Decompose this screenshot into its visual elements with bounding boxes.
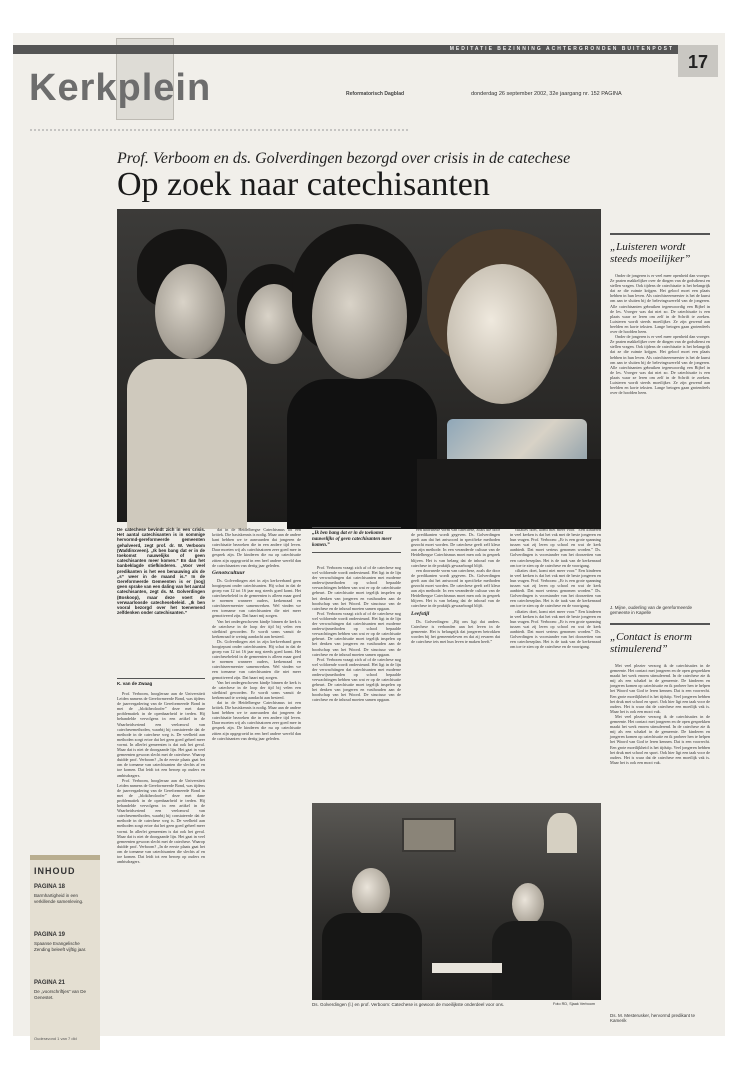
pull-quote: „Ik ben bang dat er in de toekomst nauwelijks of geen catechisanten meer komen.” bbox=[312, 531, 392, 548]
paragraph: Prof. Verboom vraagt zich af of de catechese nog wel voldoende wordt ondersteund. Het ligt in de lijn der verwachtingen dat catechisanten met moderne onderwijsmethoden op school bepaalde verwachtingen hebben van wat er op de catechisatie gebeurt. De catechisatie moet tegelijk inspelen op het denken van jongeren en vasthouden aan de boodschap van het Woord. De structuur van de catechese en de inhoud moeten samen opgaan. bbox=[312, 656, 401, 703]
paragraph: Van het ondergeschoven kindje binnen de kerk is de catechese in de loop der tijd bij velen een stiefkind geworden. Er wordt soms vanuit de kerkenraad te weinig aandacht aan besteed. bbox=[212, 679, 301, 700]
interview-photo bbox=[312, 803, 601, 1000]
photo-figure-face bbox=[352, 868, 390, 916]
paragraph: Met veel plezier verzorg ik de catechisaties in de gemeente. Het contact met jongeren en de open gesprekken maakt het werk enorm stimulerend. In de catechese zie ik mij als een schakel in de gemeente. De kinderen en jongeren komen op catechisatie en ik probeer hen te helpen het Woord van God te leren kennen. Dat is een voorrecht. Een grote moeilijkheid is het tijdstip. Veel jongeren hebben het druk met school en sport. Ook hier ligt een taak voor de ouders. Het is waar dat de catechese een moeilijk vak is. Maar het is ook een mooi vak. bbox=[610, 713, 710, 765]
sidebar-text bbox=[610, 663, 710, 1008]
contents-page[interactable]: PAGINA 18 bbox=[34, 884, 66, 890]
paragraph: Prof. Verboom, hoogleraar aan de Universiteit Leiden namens de Gereformeerde Bond, was tijdens de jaarvergadering van de Gereformeerde Bond in mei de „bloktheoloofer” deze met dane problematiek in de openbaarheid te treden. Hij behandelde vervolgens in een artikel in de Waarheidsvriend een veelomval van catechesemethoden, waarbij hij constateerde dat de methode in de catechese weg is. De veelheid aan methoden zorgt ertoe dat het geen goed geheel meer vormt. In allerlei gemeenten is dat ook het geval. Maar dat is niet de doorgaande lijn. Het gaat in veel gemeenten gewoon slecht met de catechese. Waarop duidde prof. Verboom? „In de eerste plaats gaat het om de toename van catechisanten die slechts af en toe komen. Dat leidt tot een beroep op ouders en ambtsdragers. bbox=[117, 691, 205, 778]
main-photo bbox=[117, 209, 601, 522]
paragraph: ciliaties doet, komt niet meer voor.” Een kinderen in veel kerken is dat het vak met de beste jongeren en hun vragen. Prof. Verboom: „Er is een grote spanning tussen wat zij leren op school en wat de kerk aanbiedt. Dat moet serieus genomen worden.” Ds. Golverdingen is voorstander van het doorzetten van een catecheseplan. Het is de taak van de kerkenraad om toe te zien op de catechese en de voortgang. bbox=[510, 608, 601, 650]
article-lead: De catechese bevindt zich in een crisis. Het aantal catechisanten is in sommige hervormd-gereformeerde gemeenten gehalveerd, zegt prof. dr. W. Verboom (Waddinxveen). „Ik ben bang dat er in de toekomst nauwelijks of geen catechisanten meer komen.” En dan het banbeklagde stiefkinderen. „Voor veel predikanten is het een benauwing als de „s” weer in de maand is.” In de Gereformeerde Gemeenten is er (nog) geen sprake van een daling van het aantal catechisanten, zegt ds. M. Golverdingen (Boskoop), maar deze voert de verwaarloosde catechesebeleid. „Ik ben vooral bezorgd over het toenemend zelfdenken onder catechisanten.” bbox=[117, 527, 205, 616]
article-column-5 bbox=[510, 527, 601, 797]
sidebar-signature: J. Mijne, ouderling van de gereformeerde gemeente in Kapelle bbox=[610, 605, 693, 615]
divider bbox=[610, 623, 710, 625]
article-byline: K. van de Zwaag bbox=[117, 681, 153, 686]
divider bbox=[312, 527, 401, 528]
newspaper-name: Reformatorisch Dagblad bbox=[346, 91, 405, 97]
sidebar-title: „Contact is enorm stimulerend” bbox=[610, 631, 692, 655]
photo-figure-body bbox=[322, 913, 422, 1000]
contents-title: INHOUD bbox=[34, 866, 76, 876]
photo-figure-face bbox=[447, 264, 557, 404]
paragraph: Prof. Verboom, hoogleraar aan de Universiteit Leiden namens de Gereformeerde Bond, was tijdens de jaarvergadering van de Gereformeerde Bond in mei de „bloktheoloofer” deze met dane problematiek in de openbaarheid te treden. Hij behandelde vervolgens in een artikel in de Waarheidsvriend een veelomval van catechesemethoden, waarbij hij constateerde dat de methode in de catechese weg is. De veelheid aan methoden zorgt ertoe dat het geen goed geheel meer vormt. In allerlei gemeenten is dat ook het geval. Maar dat is niet de doorgaande lijn. Het gaat in veel gemeenten gewoon slecht met de catechese. Waarop duidde prof. Verboom? „In de eerste plaats gaat het om de toename van catechisanten die slechts af en toe komen. Dat leidt tot een beroep op ouders en ambtsdragers. bbox=[117, 777, 205, 865]
section-bar: MEDITATIE BEZINNING ACHTERGRONDEN BUITENPOST bbox=[13, 45, 678, 54]
section-logo: Kerkplein bbox=[29, 67, 212, 109]
photo-figure-face bbox=[512, 883, 544, 925]
subheading: Leefstijl bbox=[411, 610, 430, 617]
sidebar-title: „Luisteren wordt steeds moeilijker” bbox=[610, 241, 691, 265]
paragraph: Ds. Golverdingen ziet in zijn kerkverband geen hoogtepunt onder catechisanten. Hij schat in dat de groep van 12 tot 16 jaar nog steeds goed komt. Het catechesebeleid in de gemeenten is alleen maar goed te noemen wanneer ouders, kerkenraad en catechiseermeester samenwerken. Wel vinden we een toename van catechisanten die niet meer gemotiveerd zijn. Dat baart mij zorgen. bbox=[212, 577, 301, 619]
article-column-1 bbox=[117, 691, 205, 1039]
photo-figure-body bbox=[127, 359, 247, 529]
contents-page[interactable]: PAGINA 21 bbox=[34, 980, 66, 986]
paragraph: dat in de Heidelbergse Catechismus tot een kritiek. Die basiskennis is nodig. Maar aan de andere kant hebben we te aanvaarden dat jongeren de catechisatie bezoeken die in een andere tijd leven. Daar moeten wij als catechisatoren zeer goed mee in gesprek zijn. De kinderen die nu op catechisatie zitten zijn opgegroeid in een heel andere wereld dan de catechisanten van dertig jaar geleden. bbox=[212, 700, 301, 741]
pull-quote-box bbox=[312, 527, 401, 553]
article-column-4 bbox=[411, 527, 500, 797]
paragraph: Onder de jongeren is er veel meer openheid dan vroeger. Ze praten makkelijker over de dingen van de godsdienst en stellen vragen. Ook tijdens de catechisatie is het belangrijk dat ze die ruimte krijgen. Het geloof moet een plaats hebben in hun leven. Als catechiseermeester is het de kunst om aan te sluiten bij de belevingswereld van de jongeren. Alle catechisanten gebruiken tegenwoordig een Bijbel in de les. Vroeger was dat niet zo. De catechisatie is een plaats waar ze leren om zelf in de Schrift te zoeken. Luisteren wordt steeds moeilijker. Ze zijn gewend aan beelden en korte teksten. Lange betogen gaan grotendeels over de hoofden heen. bbox=[610, 273, 710, 335]
paragraph: Prof. Verboom vraagt zich af of de catechese nog wel voldoende wordt ondersteund. Het ligt in de lijn der verwachtingen dat catechisanten met moderne onderwijsmethoden op school bepaalde verwachtingen hebben van wat er op de catechisatie gebeurt. De catechisatie moet tegelijk inspelen op het denken van jongeren en vasthouden aan de boodschap van het Woord. De structuur van de catechese en de inhoud moeten samen opgaan. bbox=[312, 610, 401, 657]
photo-papers bbox=[432, 963, 502, 973]
paragraph: Onder de jongeren is er veel meer openheid dan vroeger. Ze praten makkelijker over de dingen van de godsdienst en stellen vragen. Ook tijdens de catechisatie is het belangrijk dat ze die ruimte krijgen. Het geloof moet een plaats hebben in hun leven. Als catechiseermeester is het de kunst om aan te sluiten bij de belevingswereld van de jongeren. Alle catechisanten gebruiken tegenwoordig een Bijbel in de les. Vroeger was dat niet zo. De catechisatie is een plaats waar ze leren om zelf in de Schrift te zoeken. Luisteren wordt steeds moeilijker. Ze zijn gewend aan beelden en korte teksten. Lange betogen gaan grotendeels over de hoofden heen. bbox=[610, 334, 710, 396]
article-column-3 bbox=[312, 565, 401, 797]
photo-figure-body bbox=[287, 379, 437, 529]
divider bbox=[610, 233, 710, 235]
paragraph: ciliaties doet, komt niet meer voor.” Een kinderen in veel kerken is dat het vak met de beste jongeren en hun vragen. Prof. Verboom: „Er is een grote spanning tussen wat zij leren op school en wat de kerk aanbiedt. Dat moet serieus genomen worden.” Ds. Golverdingen is voorstander van het doorzetten van een catecheseplan. Het is de taak van de kerkenraad om toe te zien op de catechese en de voortgang. bbox=[510, 567, 601, 609]
sidebar-signature: Ds. M. Mesterusker, hervormd predikant te Kamerik bbox=[610, 1013, 696, 1023]
contents-text: Spaanse Evangelische Zending beleeft vijftig jaar. bbox=[34, 941, 87, 952]
sidebar-text bbox=[610, 273, 710, 599]
paragraph: een doorsnede vorm van catechese, zoals die door de predikanten wordt gegeven. Ds. Golverdingen geeft aan dat het antwoord in specifieke methoden gezocht moet worden. De catechese geeft zelf kleur aan zijn methode. In een veranderde cultuur van de Heidelbergse Catechismus moet men ook in gesprek blijven. Het is van belang dat de inhoud van de catechese in de praktijk gewaarborgd blijft. bbox=[411, 567, 500, 609]
paragraph: dat in de Heidelbergse Catechismus tot een kritiek. Die basiskennis is nodig. Maar aan de andere kant hebben we te aanvaarden dat jongeren de catechisatie bezoeken die in een andere tijd leven. Daar moeten wij als catechisatoren zeer goed mee in gesprek zijn. De kinderen die nu op catechisatie zitten zijn opgegroeid in een heel andere wereld dan de catechisanten van dertig jaar geleden. bbox=[212, 527, 301, 568]
paragraph: Ds. Golverdingen: „Bij ons ligt dat anders. Catechese is verbonden aan het leven in de gemeente. Het is belangrijk dat jongeren betrokken worden bij het gemeenteleven en dat zij ervaren dat de catechese iets met hun leven te maken heeft.” bbox=[411, 618, 500, 644]
paragraph: Met veel plezier verzorg ik de catechisaties in de gemeente. Het contact met jongeren en de open gesprekken maakt het werk enorm stimulerend. In de catechese zie ik mij als een schakel in de gemeente. De kinderen en jongeren komen op catechisatie en ik probeer hen te helpen het Woord van God te leren kennen. Dat is een voorrecht. Een grote moeilijkheid is het tijdstip. Veel jongeren hebben het druk met school en sport. Ook hier ligt een taak voor de ouders. Het is waar dat de catechese een moeilijk vak is. Maar het is ook een mooi vak. bbox=[610, 663, 710, 714]
paragraph: een doorsnede vorm van catechese, zoals die door de predikanten wordt gegeven. Ds. Golverdingen geeft aan dat het antwoord in specifieke methoden gezocht moet worden. De catechese geeft zelf kleur aan zijn methode. In een veranderde cultuur van de Heidelbergse Catechismus moet men ook in gesprek blijven. Het is van belang dat de inhoud van de catechese in de praktijk gewaarborgd blijft. bbox=[411, 527, 500, 568]
article-column-2 bbox=[212, 527, 301, 1039]
dotted-divider bbox=[29, 129, 409, 131]
contents-text: Barmhartigheid in een verkillende samenleving. bbox=[34, 893, 84, 904]
article-headline: Op zoek naar catechisanten bbox=[117, 166, 490, 203]
photo-caption: Ds. Golverdingen (l.) en prof. Verboom: Catechese is gewoon de moeilijkste onderdeel voor ons. bbox=[312, 1002, 505, 1007]
paragraph: Ds. Golverdingen ziet in zijn kerkverband geen hoogtepunt onder catechisanten. Hij schat in dat de groep van 12 tot 16 jaar nog steeds goed komt. Het catechesebeleid in de gemeenten is alleen maar goed te noemen wanneer ouders, kerkenraad en catechiseermeester samenwerken. Wel vinden we een toename van catechisanten die niet meer gemotiveerd zijn. Dat baart mij zorgen. bbox=[212, 638, 301, 680]
divider bbox=[117, 678, 205, 679]
divider bbox=[312, 552, 401, 553]
dateline: donderdag 26 september 2002, 32e jaargang nr. 152 PAGINA bbox=[471, 91, 622, 97]
paragraph: ciliaties doet, komt niet meer voor.” Een kinderen in veel kerken is dat het vak met de beste jongeren en hun vragen. Prof. Verboom: „Er is een grote spanning tussen wat zij leren op school en wat de kerk aanbiedt. Dat moet serieus genomen worden.” Ds. Golverdingen is voorstander van het doorzetten van een catecheseplan. Het is de taak van de kerkenraad om toe te zien op de catechese en de voortgang. bbox=[510, 527, 601, 568]
photo-figure-face bbox=[155, 264, 225, 359]
article-kicker: Prof. Verboom en ds. Golverdingen bezorgd over crisis in de catechese bbox=[117, 150, 571, 167]
contents-footer: Ouderavond 1 van 7 dld bbox=[34, 1036, 77, 1041]
contents-page[interactable]: PAGINA 19 bbox=[34, 932, 66, 938]
newspaper-page bbox=[13, 33, 725, 1041]
contents-text: De „voorschriftjes” van De Genestet. bbox=[34, 989, 87, 1000]
paragraph: Van het ondergeschoven kindje binnen de kerk is de catechese in de loop der tijd bij velen een stiefkind geworden. Er wordt soms vanuit de kerkenraad te weinig aandacht aan besteed. bbox=[212, 618, 301, 639]
photo-figure-body bbox=[492, 921, 572, 1000]
page-number: 17 bbox=[678, 45, 718, 77]
subheading: Genotscultuur bbox=[212, 569, 245, 576]
paragraph: Prof. Verboom vraagt zich af of de catechese nog wel voldoende wordt ondersteund. Het ligt in de lijn der verwachtingen dat catechisanten met moderne onderwijsmethoden op school bepaalde verwachtingen hebben van wat er op de catechisatie gebeurt. De catechisatie moet tegelijk inspelen op het denken van jongeren en vasthouden aan de boodschap van het Woord. De structuur van de catechese en de inhoud moeten samen opgaan. bbox=[312, 565, 401, 611]
contents-box bbox=[30, 855, 100, 1050]
photo-credit: Foto RD, Sjaak Verboom bbox=[553, 1002, 595, 1006]
photo-lamp bbox=[547, 813, 577, 853]
photo-wall-painting bbox=[402, 818, 456, 852]
photo-figure-face bbox=[312, 254, 407, 379]
photo-figure-body bbox=[417, 459, 601, 529]
